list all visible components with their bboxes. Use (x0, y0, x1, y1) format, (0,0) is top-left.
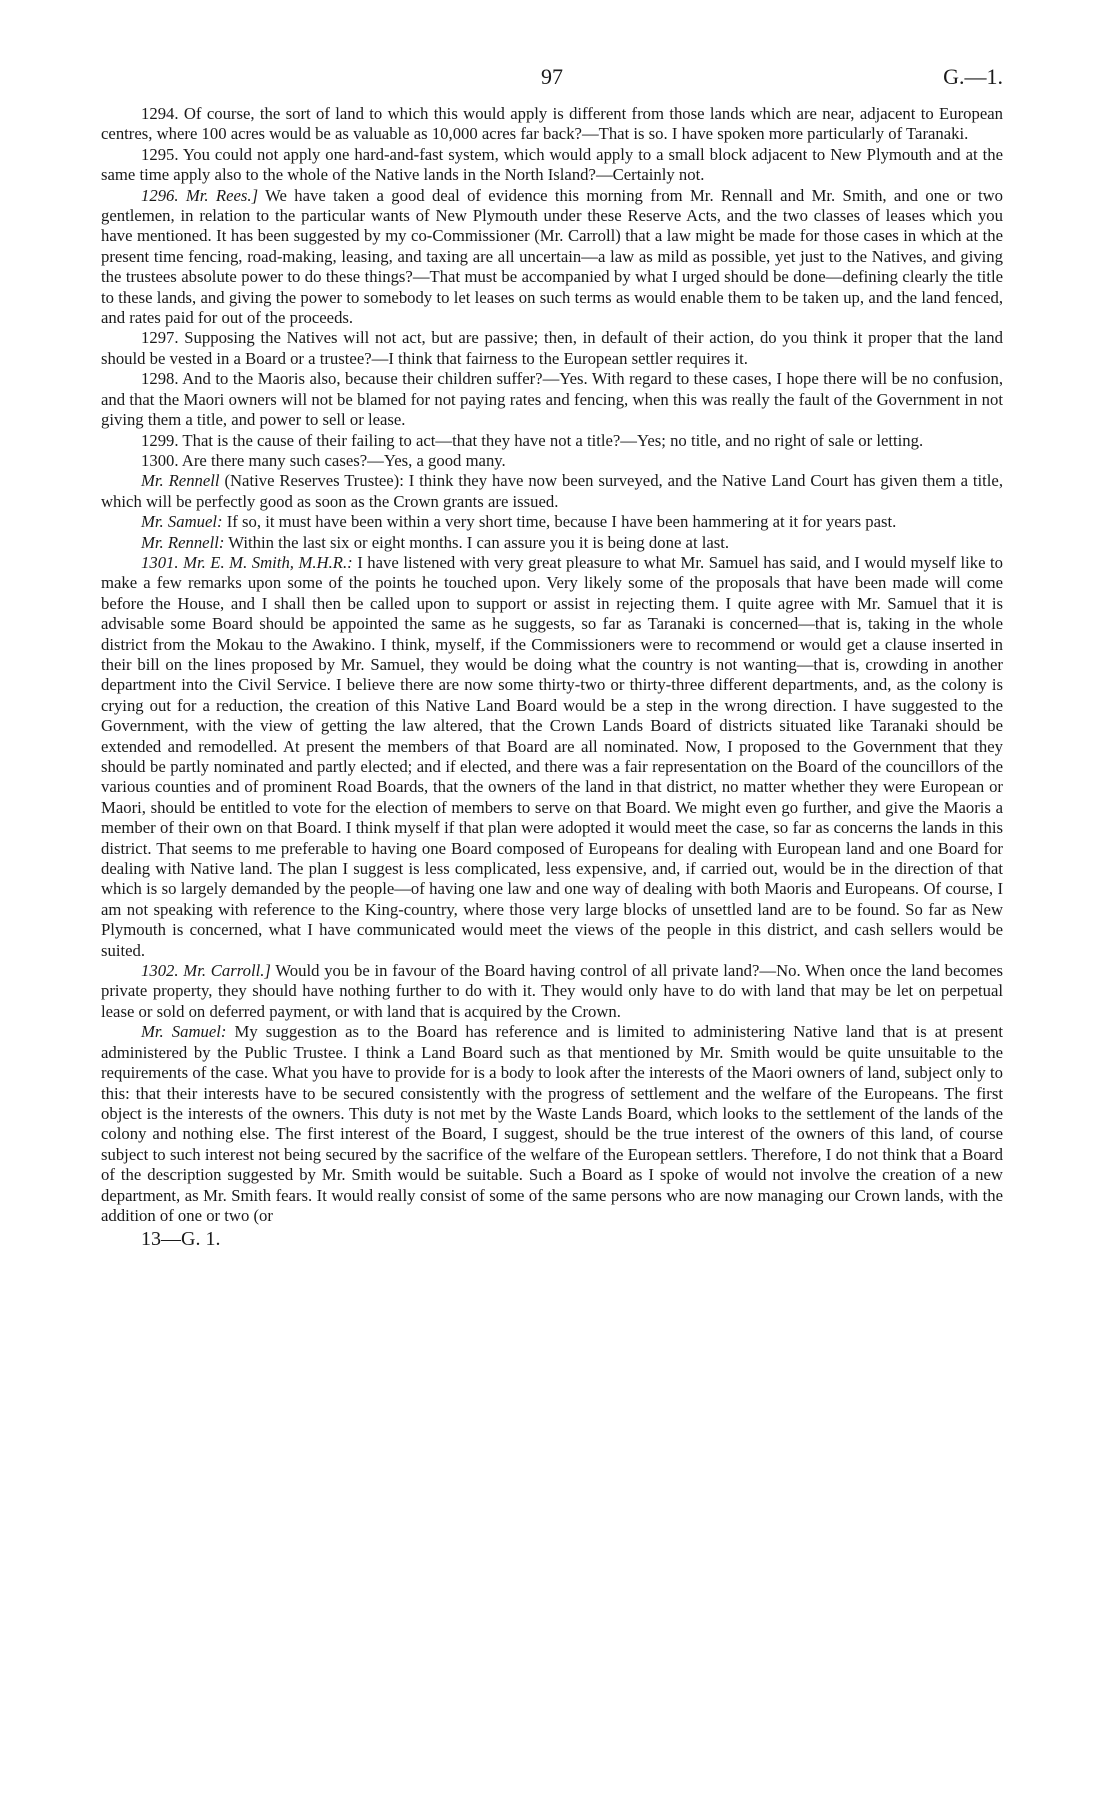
page-header (101, 64, 1003, 104)
document-reference: G.—1. (943, 64, 1003, 89)
paragraph: 1296. Mr. Rees.] We have taken a good deal of evidence this morning from Mr. Rennall and Mr. Smith, and one or two gentlemen, in relation to the particular wants of New Plymouth under these Reserve Acts, and the two classes of leases which you have mentioned. It has been suggested by my co-Commissioner (Mr. Carroll) that a law might be made for those cases in which at the present time fencing, road-making, leasing, and taxing are all uncertain—a law as mild as possible, yet just to the Natives, and giving the trustees absolute power to do these things?—That must be accompanied by what I urged should be done—defining clearly the title to these lands, and giving the power to somebody to let leases on such terms as would enable them to be taken up, and the land fenced, and rates paid for out of the proceeds. (101, 185, 1003, 328)
paragraph: 1297. Supposing the Natives will not act, but are passive; then, in default of their action, do you think it proper that the land should be vested in a Board or a trustee?—I think that fairness to the European settler requires it. (101, 328, 1003, 368)
paragraph: Mr. Samuel: My suggestion as to the Board has reference and is limited to administering Native land that is at present administered by the Public Trustee. I think a Land Board such as that mentioned by Mr. Smith would be quite unsuitable to the requirements of the case. What you have to provide for is a body to look after the interests of the Maori owners of land, subject only to this: that their interests have to be secured consistently with the progress of settlement and the welfare of the Europeans. The first object is the interests of the owners. This duty is not met by the Waste Lands Board, which looks to the settlement of the lands of the colony and nothing else. The first interest of the Board, I suggest, should be the true interest of the owners of this land, of course subject to such interest not being secured by the sacrifice of the welfare of the European settlers. Therefore, I do not think that a Board of the description suggested by Mr. Smith would be suitable. Such a Board as I spoke of would not involve the creation of a new department, as Mr. Smith fears. It would really consist of some of the same persons who are now managing our Crown lands, with the addition of one or two (or (101, 1022, 1003, 1225)
signature-mark: 13—G. 1. (141, 1228, 221, 1251)
paragraph: 1301. Mr. E. M. Smith, M.H.R.: I have listened with very great pleasure to what Mr. Samuel has said, and I would myself like to make a few remarks upon some of the points he touched upon. Very likely some of the proposals that have been made will come before the House, and I shall then be called upon to support or assist in rejecting them. I quite agree with Mr. Samuel that it is advisable some Board should be appointed the same as he suggests, so far as Taranaki is concerned—that is, taking in the whole district from the Mokau to the Awakino. I think, myself, if the Commissioners were to recommend or would get a clause inserted in their bill on the lines proposed by Mr. Samuel, they would be doing what the country is not wanting—that is, crowding in another department into the Civil Service. I believe there are now some thirty-two or thirty-three different departments, and, as the colony is crying out for a reduction, the creation of this Native Land Board would be a step in the wrong direction. I have suggested to the Government, with the view of getting the law altered, that the Crown Lands Board of districts situated like Taranaki should be extended and remodelled. At present the members of that Board are all nominated. Now, I proposed to the Government that they should be partly nominated and partly elected; and if elected, and there was a fair representation on the Board of the councillors of the various counties and of prominent Road Boards, that the owners of the land in that district, no matter whether they were European or Maori, should be entitled to vote for the election of members to serve on that Board. We might even go further, and give the Maoris a member of their own on that Board. I think myself if that plan were adopted it would meet the case, so far as concerns the lands in this district. That seems to me preferable to having one Board composed of Europeans for dealing with European land and one Board for dealing with Native land. The plan I suggest is less complicated, less expensive, and, if carried out, would be in the direction of that which is so largely demanded by the people—of having one law and one way of dealing with both Maoris and Europeans. Of course, I am not speaking with reference to the King-country, where those very large blocks of unsettled land are to be found. So far as New Plymouth is concerned, what I have communicated would meet the views of the people in this district, and cash sellers would be suited. (101, 552, 1004, 960)
paragraph: 1299. That is the cause of their failing to act—that they have not a title?—Yes; no title, and no right of sale or letting. (141, 430, 924, 450)
document-page (101, 64, 1003, 1251)
paragraph: Mr. Rennell: Within the last six or eight months. I can assure you it is being done at last. (141, 532, 730, 552)
body-text (101, 104, 1003, 1226)
page-number: 97 (541, 64, 563, 89)
paragraph: 1300. Are there many such cases?—Yes, a good many. (141, 450, 506, 470)
paragraph: Mr. Samuel: If so, it must have been within a very short time, because I have been hammering at it for years past. (141, 512, 897, 532)
paragraph: 1298. And to the Maoris also, because their children suffer?—Yes. With regard to these cases, I hope there will be no confusion, and that the Maori owners will not be blamed for not paying rates and fencing, when this was really the fault of the Government in not giving them a title, and power to sell or lease. (101, 369, 1003, 430)
paragraph: 1295. You could not apply one hard-and-fast system, which would apply to a small block adjacent to New Plymouth and at the same time apply also to the whole of the Native lands in the North Island?—Certainly not. (101, 144, 1003, 185)
paragraph: Mr. Rennell (Native Reserves Trustee): I think they have now been surveyed, and the Native Land Court has given them a title, which will be perfectly good as soon as the Crown grants are issued. (101, 471, 1004, 511)
paragraph: 1302. Mr. Carroll.] Would you be in favour of the Board having control of all private land?—No. When once the land becomes private property, they should have nothing further to do with it. They would only have to do with land that may be let on perpetual lease or sold on deferred payment, or with land that is acquired by the Crown. (101, 961, 1004, 1021)
paragraph: 1294. Of course, the sort of land to which this would apply is different from those lands which are near, adjacent to European centres, where 100 acres would be as valuable as 10,000 acres far back?—That is so. I have spoken more particularly of Taranaki. (101, 104, 1003, 144)
